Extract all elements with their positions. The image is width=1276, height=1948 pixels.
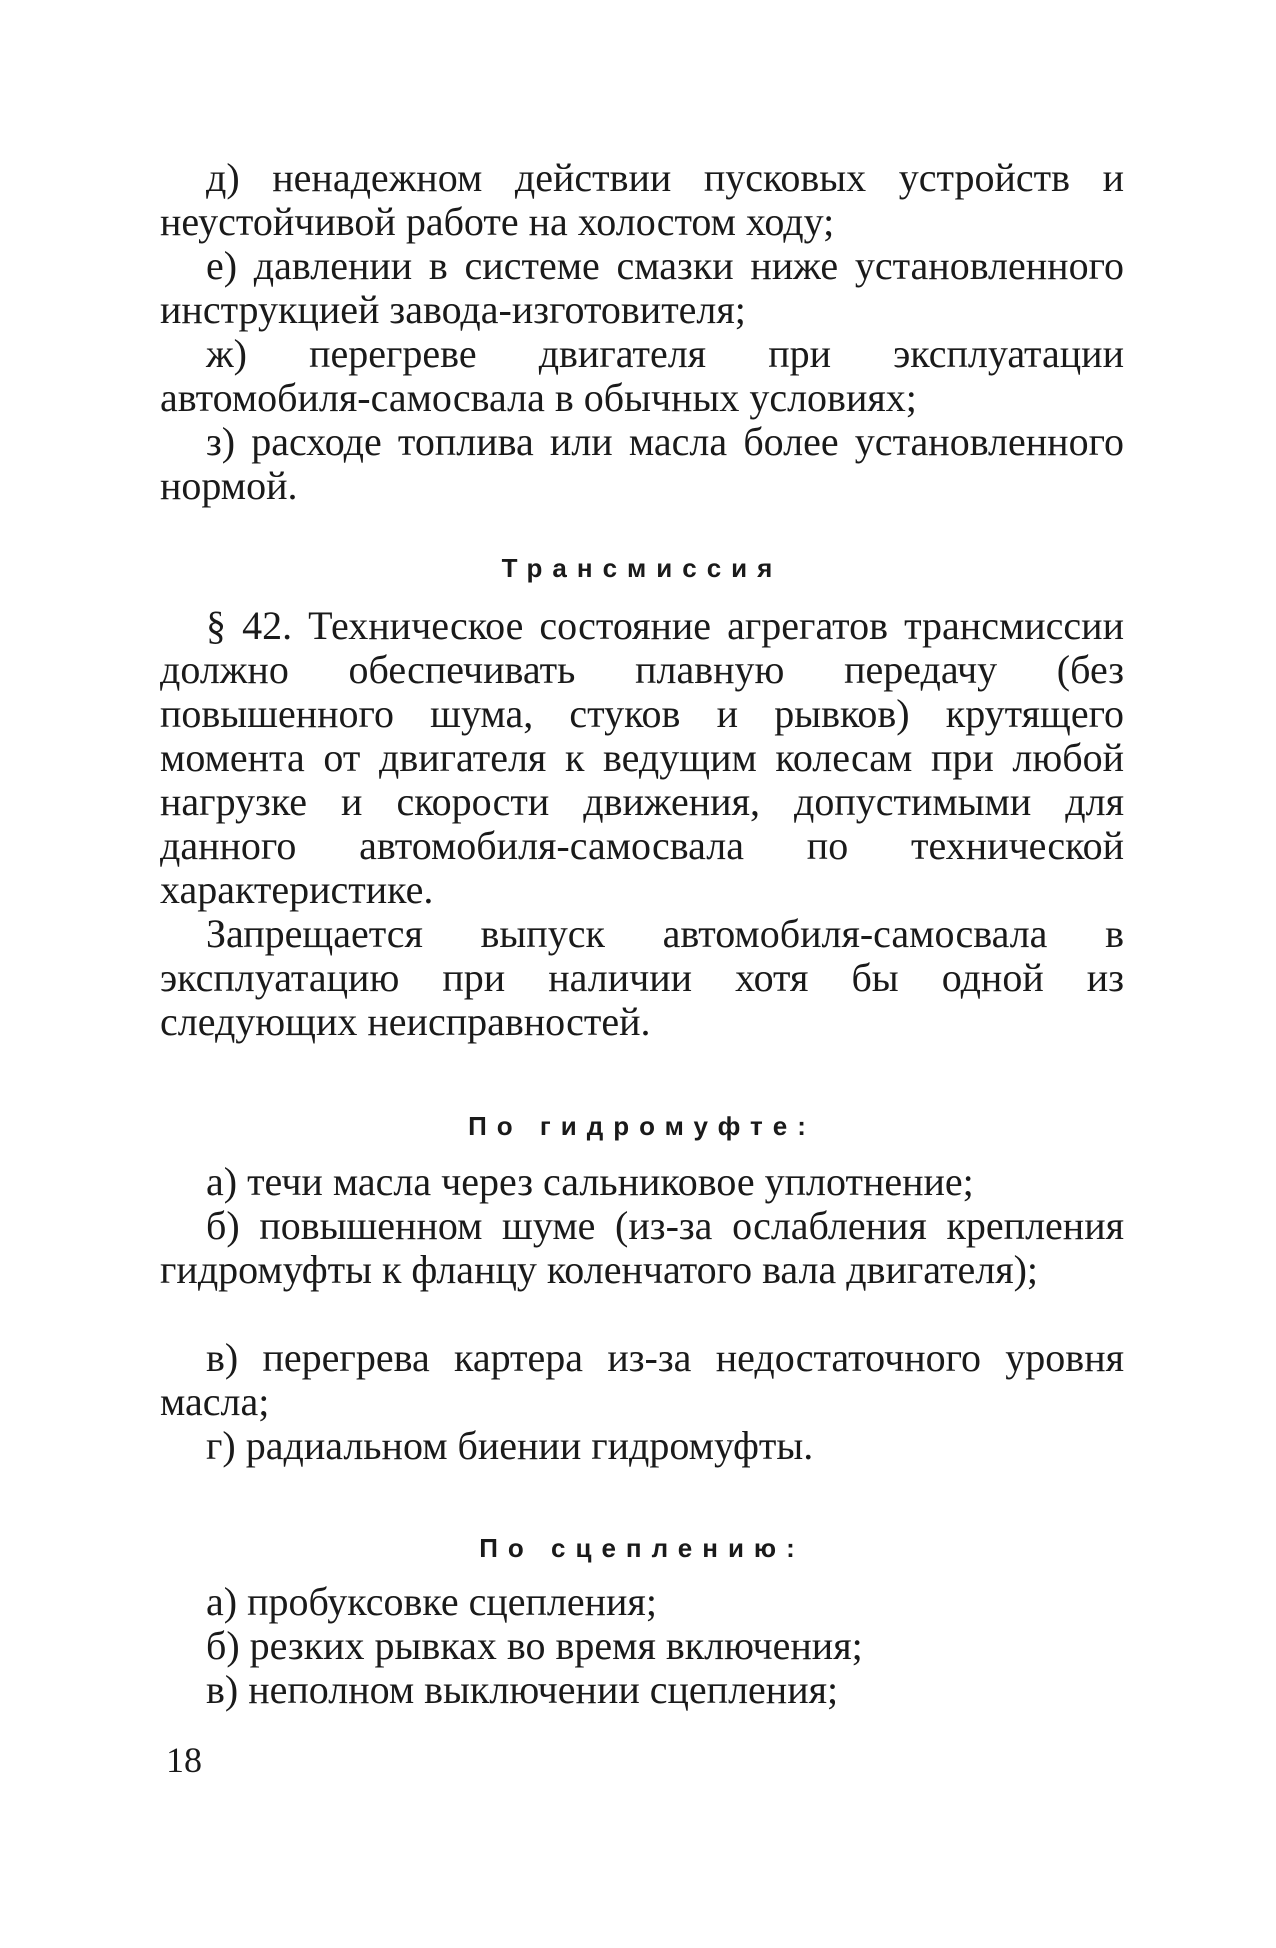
list-item-coupling-v: в) перегрева картера из-за недостаточного уровня масла; (160, 1335, 1124, 1424)
list-item-clutch-b: б) резких рывках во время включения; (206, 1623, 863, 1668)
list-item-clutch-v: в) неполном выключении сцепления; (206, 1667, 839, 1712)
list-item-engine-d: д) ненадежном действии пусковых устройств и неустойчивой работе на холостом ходу; (160, 155, 1124, 244)
list-item-engine-e: е) давлении в системе смазки ниже установленного инструкцией завода-изготовителя; (160, 243, 1124, 332)
list-item-coupling-a: а) течи масла через сальниковое уплотнение; (206, 1159, 974, 1204)
list-item-clutch-a: а) пробуксовке сцепления; (206, 1579, 657, 1624)
section-heading-clutch: По сцеплению: (479, 1533, 805, 1563)
list-item-coupling-b: б) повышенном шуме (из-за ослабления крепления гидромуфты к фланцу коленчатого вала двигателя); (160, 1203, 1124, 1292)
paragraph-prohibition: Запрещается выпуск автомобиля-самосвала в эксплуатацию при наличии хотя бы одной из следующих неисправностей. (160, 911, 1124, 1044)
list-item-engine-z: з) расходе топлива или масла более установленного нормой. (160, 419, 1124, 508)
list-item-coupling-g: г) радиальном биении гидромуфты. (206, 1423, 814, 1468)
page-number: 18 (166, 1740, 202, 1780)
list-item-engine-zh: ж) перегреве двигателя при эксплуатации автомобиля-самосвала в обычных условиях; (160, 331, 1124, 420)
section-heading-transmission: Трансмиссия (501, 553, 783, 583)
paragraph-section-42: § 42. Техническое состояние агрегатов трансмиссии должно обеспечивать плавную передачу (без повышенного шума, стуков и рывков) крутящего момента от двигателя к ведущим колесам при любой нагрузке и скорости движения, допустимыми для данного автомобиля-самосвала по технической характеристике. (160, 603, 1124, 912)
section-heading-coupling: По гидромуфте: (468, 1111, 816, 1141)
